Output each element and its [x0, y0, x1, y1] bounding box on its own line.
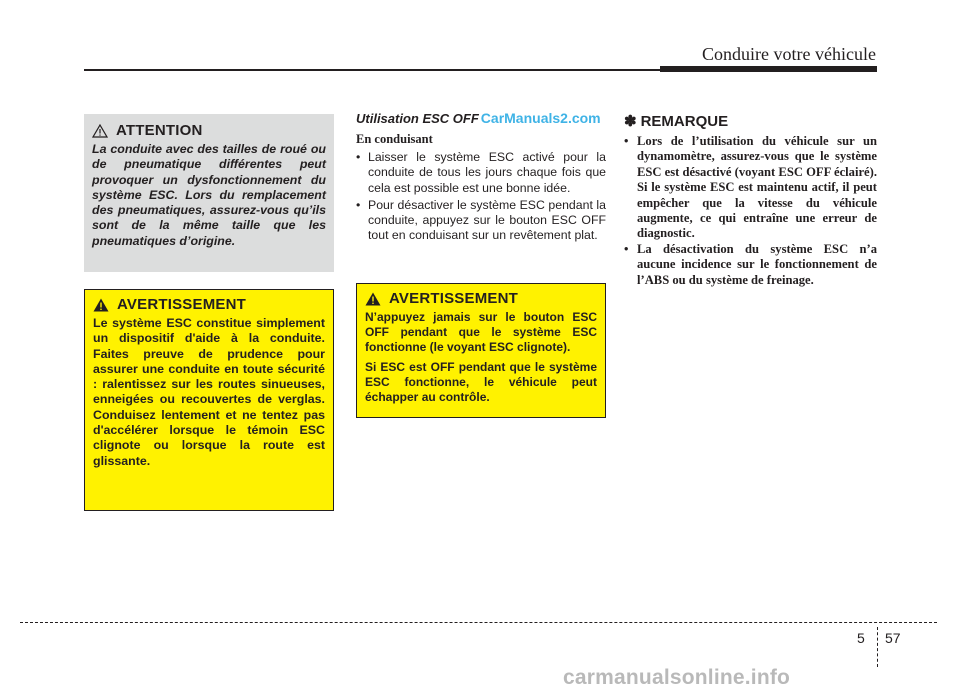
warning-mid-header: [365, 290, 597, 307]
warning-icon: [365, 292, 381, 306]
warning-mid-title: AVERTISSEMENT: [389, 290, 519, 307]
note-title: REMARQUE: [640, 112, 729, 130]
bottom-watermark: carmanualsonline.info: [563, 666, 791, 689]
usage-section: [356, 110, 606, 246]
top-watermark: CarManuals2.com: [480, 110, 601, 126]
bullet-text: Laisser le système ESC activé pour la conduite de tous les jours chaque fois que cela est possible est une bonne idée.: [368, 150, 606, 195]
page-number: 57: [885, 630, 901, 646]
bullet-marker: •: [356, 197, 361, 212]
usage-subheading: En conduisant: [356, 132, 433, 146]
chapter-number: 5: [857, 630, 865, 646]
warning-mid-text-1: N’appuyez jamais sur le bouton ESC OFF pendant que le système ESC fonctionne (le voyant ESC clignote).: [365, 310, 597, 354]
usage-heading: [356, 110, 606, 128]
attention-title: ATTENTION: [116, 122, 203, 139]
list-item: [356, 198, 606, 244]
warning-left-header: [93, 296, 325, 313]
bullet-marker: •: [356, 150, 361, 164]
attention-text: La conduite avec des tailles de roué ou de pneumatique différentes peut provoquer un dysfonctionnement du système ESC. Lors du remplacement des pneumatiques, assurez-vous qu’ils sont de la même taille que les pneumatiques d’origine.: [92, 142, 326, 248]
bullet-text: Pour désactiver le système ESC pendant la conduite, appuyez sur le bouton ESC OFF tout en conduisant sur un revêtement plat.: [368, 197, 606, 243]
note-heading: [624, 112, 877, 130]
warning-left-title: AVERTISSEMENT: [117, 296, 247, 313]
header-rule: [84, 69, 664, 71]
note-star-icon: ✽: [624, 113, 637, 130]
warning-box-left: [84, 289, 334, 511]
warning-mid-text-2: Si ESC est OFF pendant que le système ESC fonctionne, le véhicule peut échapper au contrôle.: [365, 360, 597, 404]
attention-box: [84, 114, 334, 272]
footer-rule: [20, 622, 937, 623]
footer-divider: [877, 627, 878, 667]
note-section: [624, 112, 877, 288]
running-header: Conduire votre véhicule: [702, 44, 876, 64]
usage-bullets: [356, 150, 606, 244]
bullet-marker: •: [624, 241, 629, 256]
warning-icon: [93, 298, 109, 312]
bullet-marker: •: [624, 134, 629, 148]
note-item-text: La désactivation du système ESC n’a aucune incidence sur le fonctionnement de l’ABS ou du système de freinage.: [637, 241, 877, 287]
note-list: [624, 134, 877, 288]
warning-box-mid: [356, 283, 606, 418]
list-item: [356, 150, 606, 196]
note-item-text: Lors de l’utilisation du véhicule sur un dynamomètre, assurez-vous que le système ESC est désactivé (voyant ESC OFF éclairé). Si le système ESC est maintenu actif, il peut empêcher que la vitesse du véhicule augmente, ce qui entraîne une erreur de diagnostic.: [637, 134, 877, 241]
header-rule-accent: [660, 66, 877, 72]
warning-left-text: Le système ESC constitue simplement un dispositif d'aide à la conduite. Faites preuve de prudence pour assurer une conduite en toute sécurité : ralentissez sur les routes sinueuses, enneigées ou recouvertes de verglas. Conduisez lentement et ne tentez pas d'accélérer lorsque le témoin ESC clignote ou lorsque la route est glissante.: [93, 316, 325, 468]
usage-title: Utilisation ESC OFF: [356, 111, 479, 126]
list-item: [624, 242, 877, 288]
list-item: [624, 134, 877, 242]
attention-header: [92, 122, 326, 139]
caution-icon: [92, 124, 108, 138]
